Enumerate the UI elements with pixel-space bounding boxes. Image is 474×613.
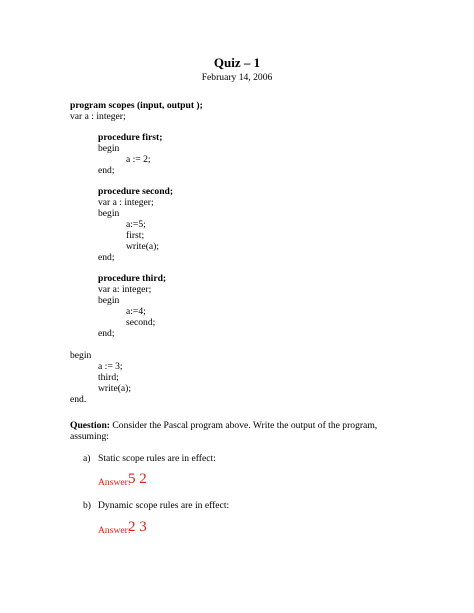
- procedure-second-statement: write(a);: [126, 241, 160, 252]
- question-line: [70, 420, 377, 431]
- procedure-second-end: end;: [98, 252, 115, 263]
- procedure-first-begin: begin: [98, 143, 120, 154]
- procedure-third-statement: a:=4;: [126, 306, 146, 317]
- part-b-answer-value: 2 3: [128, 519, 147, 535]
- part-a-marker: a): [83, 453, 91, 464]
- procedure-third-var: var a: integer;: [98, 284, 152, 295]
- procedure-first-declaration: procedure first;: [98, 132, 163, 143]
- procedure-first-end: end;: [98, 165, 115, 176]
- procedure-third-begin: begin: [98, 295, 120, 306]
- procedure-third-end: end;: [98, 328, 115, 339]
- part-b-marker: b): [83, 500, 91, 511]
- procedure-second-begin: begin: [98, 208, 120, 219]
- part-a-answer-label: Answer:: [98, 477, 131, 488]
- quiz-date: February 14, 2006: [201, 72, 273, 83]
- procedure-first-statement: a := 2;: [126, 154, 151, 165]
- main-statement: a := 3;: [98, 361, 123, 372]
- part-b-text: Dynamic scope rules are in effect:: [98, 500, 230, 511]
- question-text: Consider the Pascal program above. Write the output of the program,: [109, 420, 378, 431]
- main-statement: write(a);: [98, 383, 132, 394]
- part-a-text: Static scope rules are in effect:: [98, 453, 216, 464]
- part-b-answer-label: Answer:: [98, 525, 131, 536]
- global-var-declaration: var a : integer;: [70, 111, 126, 122]
- question-text-continued: assuming:: [70, 431, 109, 442]
- procedure-third-declaration: procedure third;: [98, 273, 167, 284]
- procedure-second-statement: a:=5;: [126, 219, 146, 230]
- main-statement: third;: [98, 372, 119, 383]
- program-declaration: program scopes (input, output );: [70, 100, 203, 111]
- procedure-second-var: var a : integer;: [98, 197, 154, 208]
- procedure-third-statement: second;: [126, 317, 156, 328]
- procedure-second-declaration: procedure second;: [98, 186, 174, 197]
- part-a-answer-value: 5 2: [128, 471, 147, 487]
- main-begin: begin: [70, 350, 92, 361]
- question-label: Question:: [70, 420, 110, 431]
- main-end: end.: [70, 394, 87, 405]
- procedure-second-statement: first;: [126, 230, 145, 241]
- quiz-title: Quiz – 1: [213, 55, 261, 70]
